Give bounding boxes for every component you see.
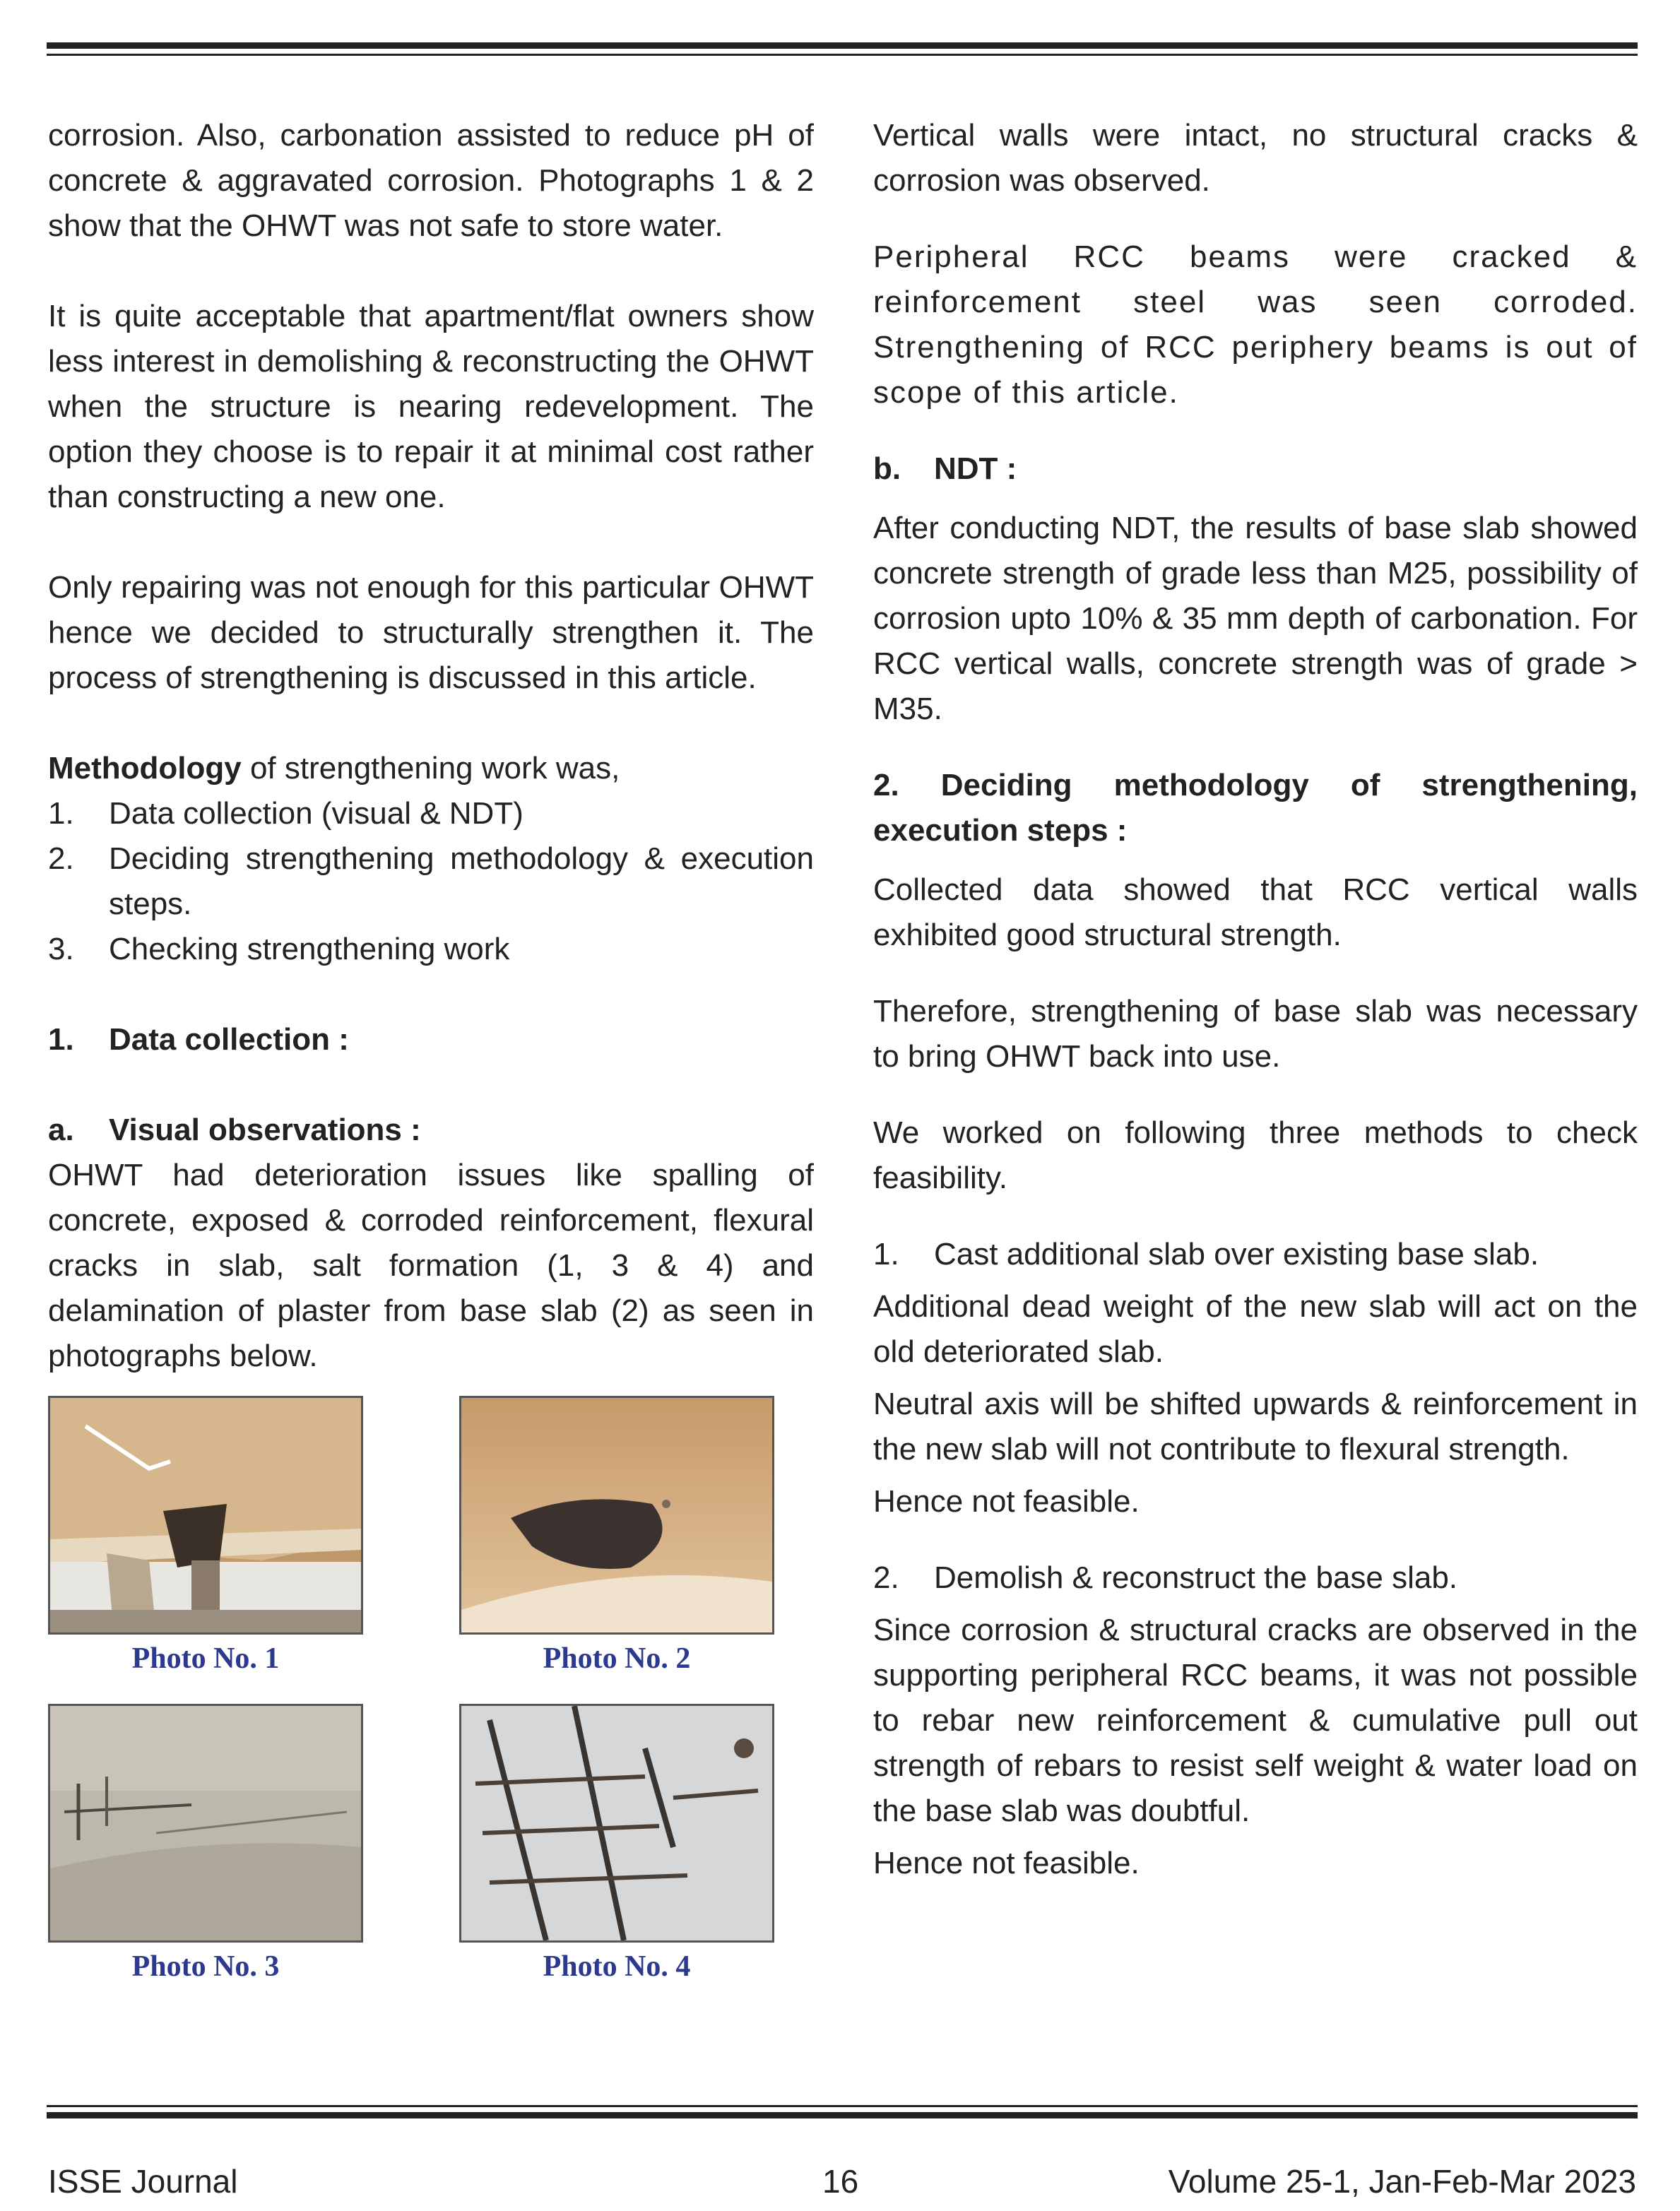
list-item: 2. Deciding strengthening methodology & execution steps. [48, 841, 814, 921]
paragraph: corrosion. Also, carbonation assisted to reduce pH of concrete & aggravated corrosion. Photographs 1 & 2 show that the OHWT was not safe to store water. [48, 118, 814, 243]
method-item: 1. Cast additional slab over existing base slab. [873, 1237, 1539, 1272]
photo-caption: Photo No. 3 [131, 1950, 280, 1983]
paragraph: Collected data showed that RCC vertical walls exhibited good structural strength. [873, 872, 1638, 952]
footer-rule-thick [47, 2112, 1638, 2118]
photo-4 [459, 1704, 774, 1943]
list-item: 1. Data collection (visual & NDT) [48, 796, 523, 831]
right-column [873, 113, 1638, 1886]
photo-caption: Photo No. 2 [543, 1642, 691, 1675]
paragraph: Hence not feasible. [873, 1846, 1140, 1880]
paragraph: We worked on following three methods to check feasibility. [873, 1115, 1638, 1195]
paragraph: Since corrosion & structural cracks are observed in the supporting peripheral RCC beams, it was not possible to rebar new reinforcement & cumulative pull out strength of rebars to resist self weight & water load on the base slab was doubtful. [873, 1613, 1638, 1828]
paragraph: Therefore, strengthening of base slab was necessary to bring OHWT back into use. [873, 994, 1638, 1074]
footer-journal: ISSE Journal [48, 2163, 238, 2200]
section-heading-deciding-methodology: 2. Deciding methodology of strengthening, execution steps : [873, 768, 1638, 848]
paragraph: Only repairing was not enough for this particular OHWT hence we decided to structurally strengthen it. The process of strengthening is discussed in this article. [48, 570, 814, 695]
photo-caption: Photo No. 1 [131, 1642, 280, 1675]
list-item: 3. Checking strengthening work [48, 932, 510, 966]
footer-volume: Volume 25-1, Jan-Feb-Mar 2023 [1168, 2163, 1636, 2200]
paragraph: It is quite acceptable that apartment/flat owners show less interest in demolishing & reconstructing the OHWT when the structure is nearing redevelopment. The option they choose is to repair it at minimal cost rather than constructing a new one. [48, 299, 814, 514]
method-item: 2. Demolish & reconstruct the base slab. [873, 1560, 1458, 1595]
paragraph: After conducting NDT, the results of base slab showed concrete strength of grade less than M25, possibility of corrosion upto 10% & 35 mm depth of carbonation. For RCC vertical walls, concrete strength was of grade > M35. [873, 511, 1638, 726]
footer-page-number: 16 [822, 2163, 859, 2200]
header-rule-thin [47, 54, 1638, 56]
methodology-intro [48, 746, 814, 791]
left-column [48, 113, 814, 2017]
header-rule-thick [47, 42, 1638, 49]
paragraph: OHWT had deterioration issues like spalling of concrete, exposed & corroded reinforcement, flexural cracks in slab, salt formation (1, 3 & 4) and delamination of plaster from base slab (2) as seen in photographs below. [48, 1158, 814, 1373]
paragraph: Additional dead weight of the new slab will act on the old deteriorated slab. [873, 1289, 1638, 1369]
photo-grid [48, 1396, 814, 2017]
methodology-rest: of strengthening work was, [241, 751, 620, 786]
paragraph: Neutral axis will be shifted upwards & reinforcement in the new slab will not contribute to flexural strength. [873, 1387, 1638, 1466]
photo-2 [459, 1396, 774, 1635]
paragraph: Vertical walls were intact, no structural cracks & corrosion was observed. [873, 118, 1638, 198]
photo-caption: Photo No. 4 [543, 1950, 691, 1983]
subheading-ndt: b. NDT : [873, 451, 1017, 486]
paragraph: Peripheral RCC beams were cracked & reinforcement steel was seen corroded. Strengthening of RCC periphery beams is out of scope of this article. [873, 239, 1638, 410]
footer-rule-thin [47, 2105, 1638, 2107]
photo-1 [48, 1396, 363, 1635]
photo-3 [48, 1704, 363, 1943]
subheading-visual-observations: a. Visual observations : [48, 1113, 421, 1147]
paragraph: Hence not feasible. [873, 1484, 1140, 1519]
methodology-bold: Methodology [48, 751, 242, 786]
section-heading-data-collection: 1. Data collection : [48, 1022, 349, 1057]
